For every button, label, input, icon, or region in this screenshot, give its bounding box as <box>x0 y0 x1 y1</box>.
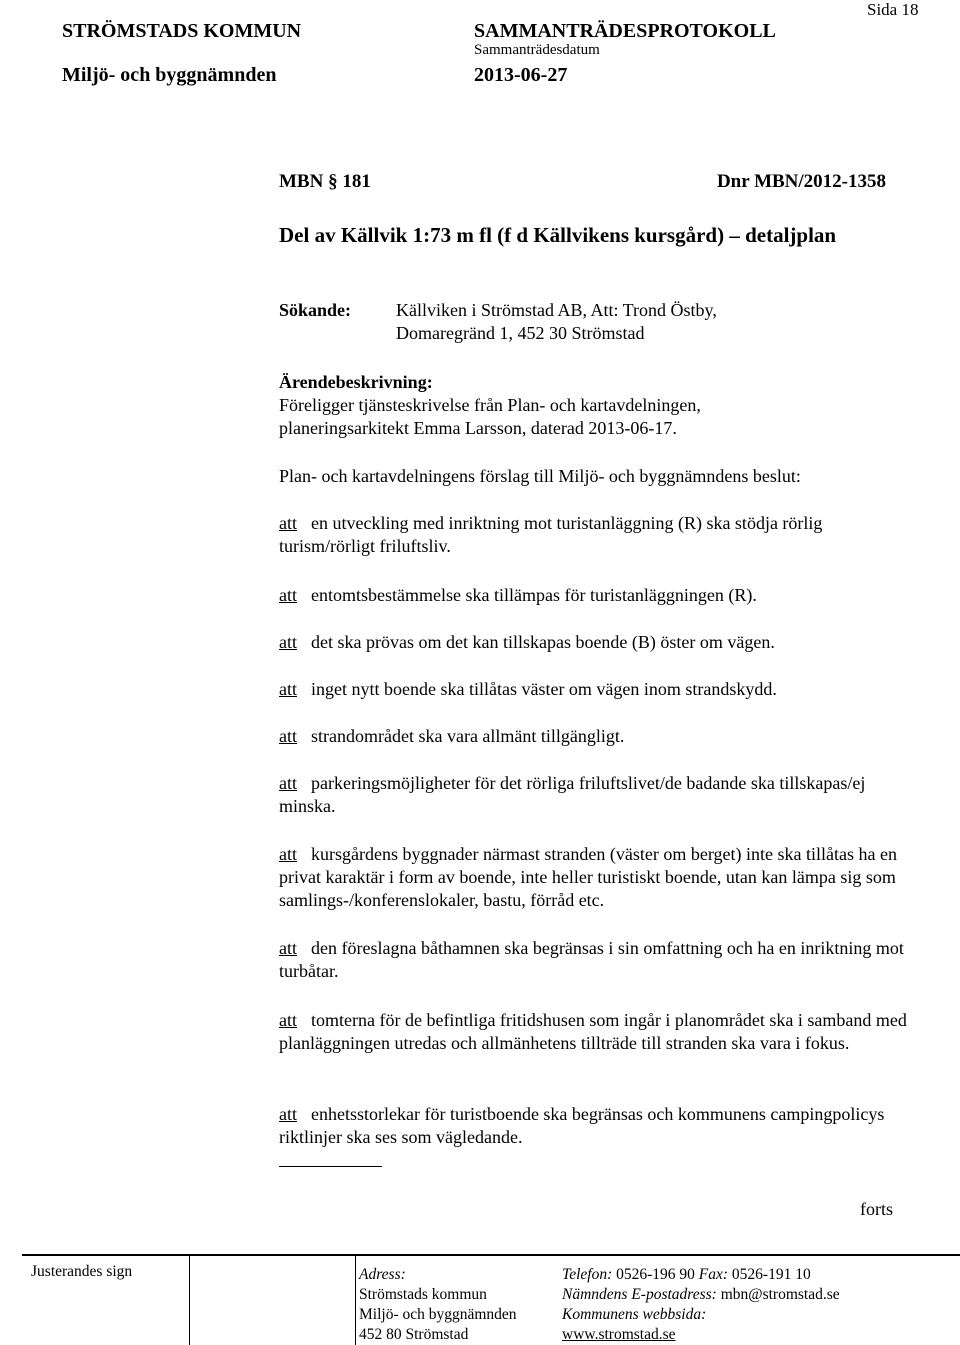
meeting-date-label: Sammanträdesdatum <box>474 42 600 58</box>
description-line-2: planeringsarkitekt Emma Larsson, daterad 2013-06-17. <box>279 418 677 438</box>
address-line-3: 452 80 Strömstad <box>359 1326 469 1343</box>
case-title: Del av Källvik 1:73 m fl (f d Källvikens kursgård) – detaljplan <box>279 223 837 247</box>
att-marker: att <box>279 773 297 793</box>
committee-name: Miljö- och byggnämnden <box>62 64 277 86</box>
decision-item <box>279 1103 919 1149</box>
att-marker: att <box>279 844 297 864</box>
decision-item <box>279 512 919 558</box>
address-label: Adress: <box>359 1266 406 1283</box>
fax-number: 0526-191 10 <box>731 1266 811 1283</box>
att-marker: att <box>279 632 297 652</box>
diary-number: Dnr MBN/2012-1358 <box>716 171 886 192</box>
address-line-1: Strömstads kommun <box>359 1286 487 1303</box>
page-number: Sida 18 <box>867 0 919 19</box>
footer-divider <box>355 1256 356 1345</box>
protocol-title: SAMMANTRÄDESPROTOKOLL <box>474 20 776 42</box>
case-number: MBN § 181 <box>279 171 371 192</box>
decision-item-text: kursgårdens byggnader närmast stranden (väster om berget) inte ska tillåtas ha en privat karaktär i form av boende, inte heller turistiskt boende, utan kan lämpa sig som samlings-/konferenslokaler, bastu, förråd etc. <box>279 844 897 910</box>
att-marker: att <box>279 513 297 533</box>
decision-item-text: strandområdet ska vara allmänt tillgängligt. <box>311 726 625 746</box>
email-address[interactable]: mbn@stromstad.se <box>720 1286 840 1303</box>
att-marker: att <box>279 1010 297 1030</box>
decision-item <box>279 584 919 607</box>
phone-label: Telefon: <box>562 1266 613 1283</box>
description-line-1: Föreligger tjänsteskrivelse från Plan- och kartavdelningen, <box>279 395 701 415</box>
phone-number: 0526-196 90 <box>616 1266 695 1283</box>
decision-item <box>279 772 919 818</box>
decision-item-text: enhetsstorlekar för turistboende ska begränsas och kommunens campingpolicys riktlinjer ska ses som vägledande. <box>279 1104 885 1147</box>
footer-rule <box>22 1254 960 1256</box>
decision-item <box>279 631 919 654</box>
applicant-line-2: Domaregränd 1, 452 30 Strömstad <box>396 323 645 343</box>
contact-phone-fax <box>562 1264 811 1285</box>
municipality-name: STRÖMSTADS KOMMUN <box>62 20 302 42</box>
decision-item-text: parkeringsmöjligheter för det rörliga friluftslivet/de badande ska tillskapas/ej minska. <box>279 773 866 816</box>
continued-note: forts <box>860 1199 893 1219</box>
email-label: Nämndens E-postadress: <box>562 1286 717 1303</box>
fax-label: Fax: <box>698 1266 729 1283</box>
address-line-2: Miljö- och byggnämnden <box>359 1306 517 1323</box>
website-link[interactable]: www.stromstad.se <box>562 1326 676 1343</box>
att-marker: att <box>279 938 297 958</box>
decision-item <box>279 725 919 748</box>
decision-item-text: en utveckling med inriktning mot turistanläggning (R) ska stödja rörlig turism/rörligt friluftsliv. <box>279 513 823 556</box>
decision-item <box>279 678 919 701</box>
applicant-label: Sökande: <box>279 300 352 320</box>
decision-item <box>279 937 919 983</box>
att-marker: att <box>279 679 297 699</box>
applicant-line-1: Källviken i Strömstad AB, Att: Trond Östby, <box>396 300 717 320</box>
footer-divider <box>189 1256 190 1345</box>
att-marker: att <box>279 1104 297 1124</box>
proposal-intro: Plan- och kartavdelningens förslag till Miljö- och byggnämndens beslut: <box>279 466 801 486</box>
decision-item-text: den föreslagna båthamnen ska begränsas i sin omfattning och ha en inriktning mot turbåtar. <box>279 938 904 981</box>
decision-item-text: det ska prövas om det kan tillskapas boende (B) öster om vägen. <box>311 632 775 652</box>
decision-item <box>279 1009 919 1055</box>
att-marker: att <box>279 726 297 746</box>
att-marker: att <box>279 585 297 605</box>
signature-label: Justerandes sign <box>31 1263 133 1280</box>
decision-item <box>279 843 919 912</box>
decision-item-text: entomtsbestämmelse ska tillämpas för turistanläggningen (R). <box>311 585 757 605</box>
decision-item-text: inget nytt boende ska tillåtas väster om vägen inom strandskydd. <box>311 679 777 699</box>
meeting-date: 2013-06-27 <box>474 64 568 86</box>
separator-line <box>279 1166 382 1167</box>
contact-email <box>562 1284 840 1305</box>
decision-item-text: tomterna för de befintliga fritidshusen som ingår i planområdet ska i samband med planläggningen utredas och allmänhetens tillträde till stranden ska vara i fokus. <box>279 1010 907 1053</box>
description-label: Ärendebeskrivning: <box>279 372 433 392</box>
web-label: Kommunens webbsida: <box>562 1306 707 1323</box>
